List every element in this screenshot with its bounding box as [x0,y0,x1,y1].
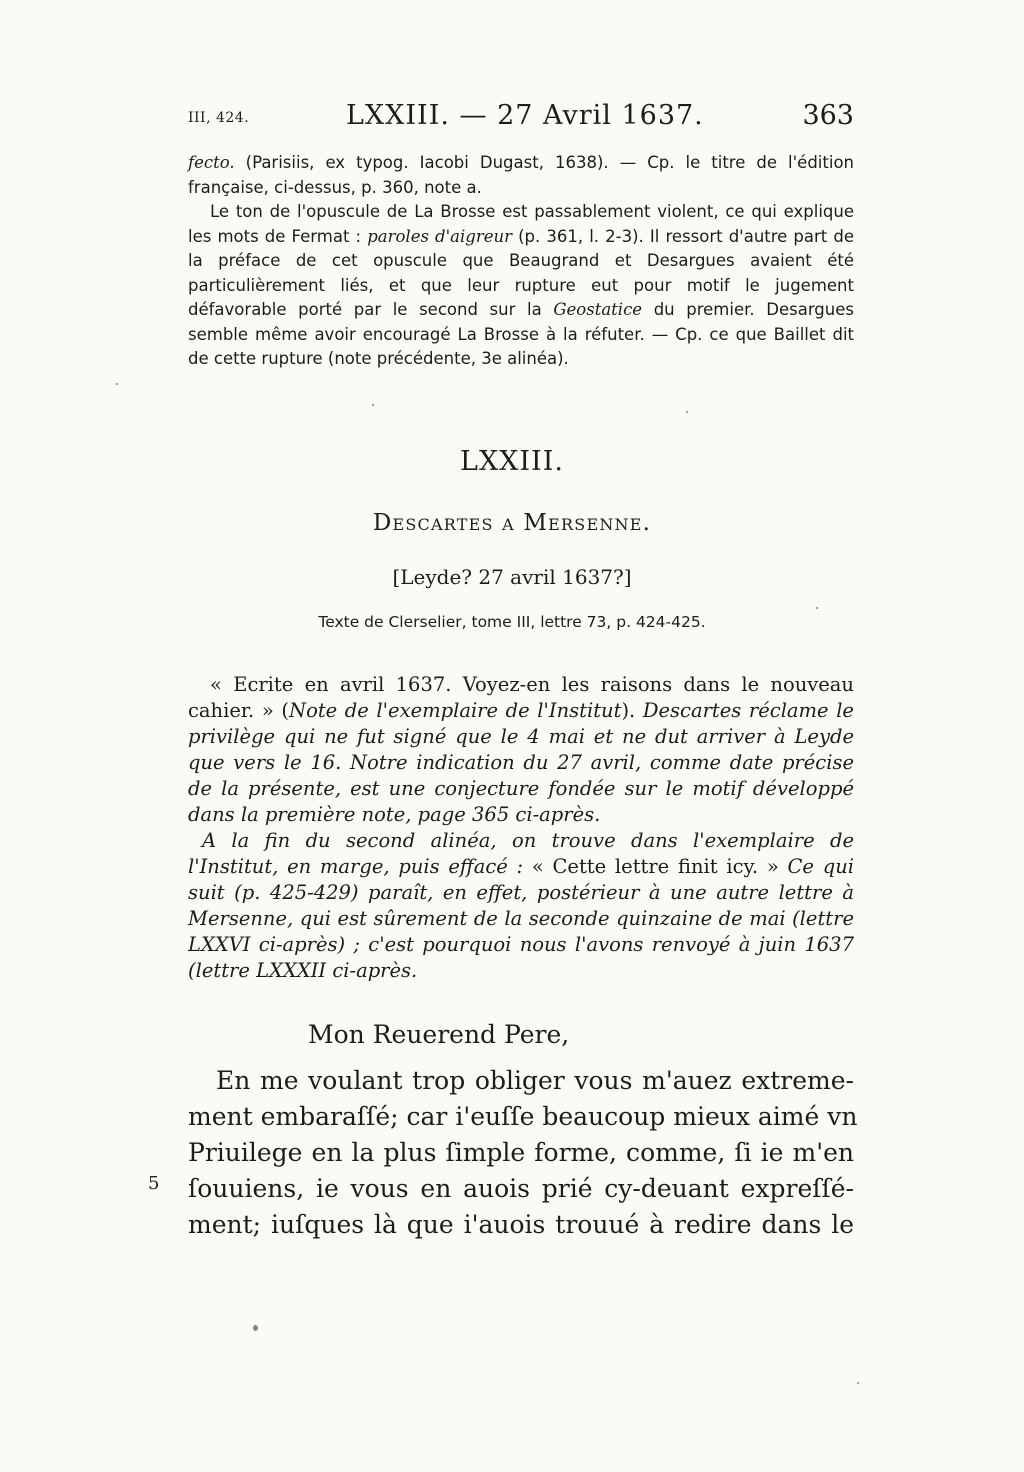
previous-note [188,151,854,372]
speck [857,1382,859,1384]
running-head-title: LXXIII. — 27 Avril 1637. [346,100,704,131]
previous-note-paragraph-1 [188,151,854,200]
speck [372,404,374,406]
body-line: Priuilege en la plus ſimple forme, comme, ſi ie m'en [188,1138,854,1167]
editorial-note [188,672,854,984]
body-line: ment; iuſques là que i'auois trouué à redire dans le [188,1210,854,1239]
speck [816,607,818,609]
editorial-paragraph-2 [188,828,854,984]
body-line: ment embaraſſé; car i'euſſe beaucoup mieux aimé vn [188,1102,858,1131]
running-head [188,100,854,136]
previous-note-italic: paroles d'aigreur [367,226,512,246]
page-number: 363 [802,100,854,131]
previous-note-italic: fecto. [188,153,235,172]
editorial-text: « Ecrite en avril 1637. Voyez-en les raisons dans le nouveau cahier. » ( [188,673,854,722]
speck [253,1325,258,1331]
previous-note-text: Le ton de l'opuscule de La Brosse est passablement violent, ce qui explique les mots de Fermat : [188,202,854,246]
editorial-paragraph-1 [188,672,854,828]
salutation: Mon Reuerend Pere, [308,1020,570,1049]
previous-note-paragraph-2 [188,200,854,372]
previous-note-text: (p. 361, l. 2-3). Il ressort d'autre part de la préface de cet opuscule que Beaugrand et Desargues avaient été particulièrement liés, et que leur rupture eut pour motif le jugement défavorable porté par le second sur la [188,226,854,319]
letter-heading: Descartes a Mersenne. [372,510,652,536]
editorial-text: ). [621,699,643,722]
editorial-italic: A la fin du second alinéa, on trouve dans l'exemplaire de l'Institut, en marge, puis effacé : [188,829,854,878]
editorial-italic: Note de l'exemplaire de l'Institut [289,699,622,722]
editorial-text: « Cette lettre finit icy. » [531,855,779,878]
letter-place-date: [Leyde? 27 avril 1637?] [392,565,632,589]
body-line: En me voulant trop obliger vous m'auez extreme- [216,1066,854,1095]
editorial-italic: Descartes réclame le privilège qui ne fut signé que le 4 mai et ne dut arriver à Leyde que vers le 16. Notre indication du 27 avril, comme date précise de la présente, est une conjecture fondée sur le motif développé dans la première note, page 365 ci-après. [188,699,854,826]
letter-number: LXXIII. [460,446,564,477]
previous-note-text: du premier. Desargues semble même avoir encouragé La Brosse à la réfuter. — Cp. ce que Baillet dit de cette rupture (note précédente, 3e alinéa). [188,300,854,368]
speck [116,383,118,385]
previous-note-italic: Geostatice [553,300,643,319]
letter-source: Texte de Clerselier, tome III, lettre 73, p. 424-425. [318,613,706,631]
speck [686,411,688,413]
line-number: 5 [148,1173,160,1194]
running-head-reference: III, 424. [188,110,250,126]
letter-body [188,1063,858,1243]
body-line: ſouuiens, ie vous en auois prié cy-deuant expreſſé- [188,1174,854,1203]
previous-note-text: (Parisiis, ex typog. Iacobi Dugast, 1638). — Cp. le titre de l'édition française, ci-dessus, p. 360, note a. [188,153,854,197]
editorial-italic: Ce qui suit (p. 425-429) paraît, en effet, postérieur à une autre lettre à Mersenne, qui est sûrement de la seconde quinzaine de mai (lettre LXXVI ci-après) ; c'est pourquoi nous l'avons renvoyé à juin 1637 (lettre LXXXII ci-après. [188,855,854,982]
